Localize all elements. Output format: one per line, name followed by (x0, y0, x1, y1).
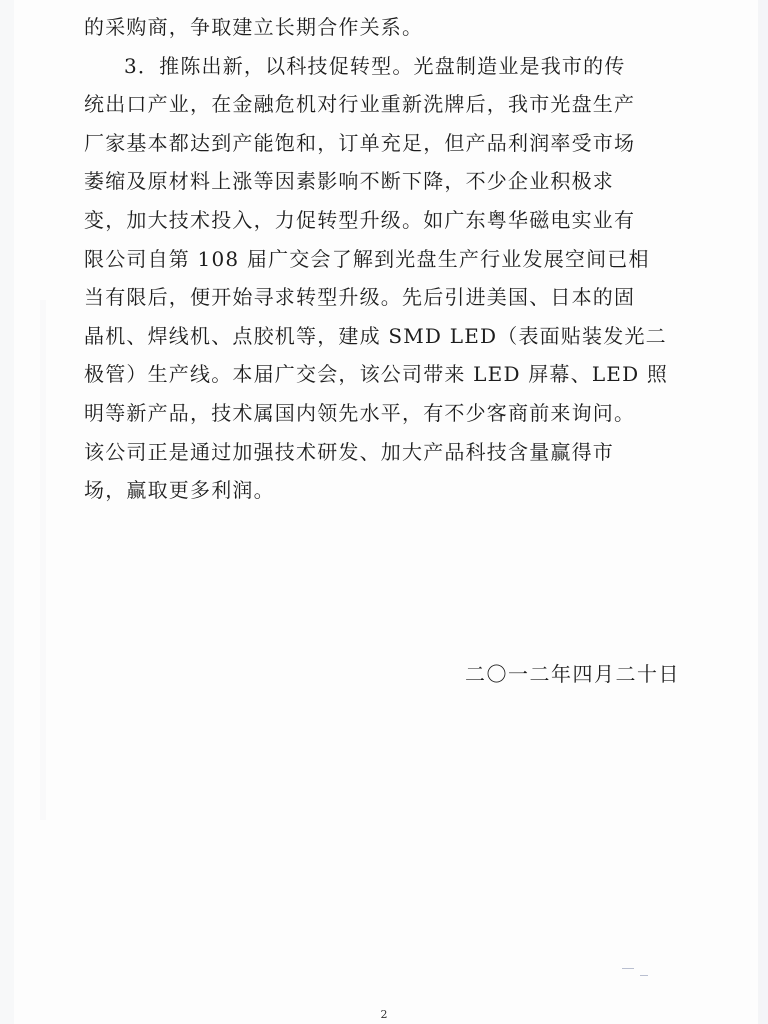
scan-edge-right (758, 0, 768, 1024)
text-line: 场，赢取更多利润。 (84, 478, 275, 503)
text-line: 明等新产品，技术属国内领先水平，有不少客商前来询问。 (84, 400, 636, 425)
text-line: 厂家基本都达到产能饱和，订单充足，但产品利润率受市场 (84, 130, 636, 155)
page-number: 2 (380, 1008, 388, 1021)
text-line: 该公司正是通过加强技术研发、加大产品科技含量赢得市 (84, 439, 614, 464)
text-line: 的采购商，争取建立长期合作关系。 (84, 15, 424, 39)
text-line: 萎缩及原材料上涨等因素影响不断下降，不少企业积极求 (84, 169, 614, 194)
text-line: 当有限后，便开始寻求转型升级。先后引进美国、日本的固 (84, 285, 636, 310)
scan-speck (640, 975, 648, 976)
text-line-paragraph-start: 3．推陈出新，以科技促转型。光盘制造业是我市的传 (124, 53, 626, 78)
scan-edge-left (0, 0, 14, 1024)
document-date: 二〇一二年四月二十日 (465, 662, 680, 686)
scan-artifact (40, 300, 46, 820)
text-line: 极管）生产线。本届广交会，该公司带来 LED 屏幕、LED 照 (84, 362, 669, 387)
text-line: 变，加大技术投入，力促转型升级。如广东粤华磁电实业有 (84, 207, 636, 232)
text-line: 限公司自第 108 届广交会了解到光盘生产行业发展空间已相 (84, 246, 650, 271)
scan-speck (622, 968, 634, 969)
body-text (84, 8, 704, 510)
text-line: 晶机、焊线机、点胶机等，建成 SMD LED（表面贴装发光二 (84, 323, 667, 348)
text-line: 统出口产业，在金融危机对行业重新洗牌后，我市光盘生产 (84, 92, 636, 117)
